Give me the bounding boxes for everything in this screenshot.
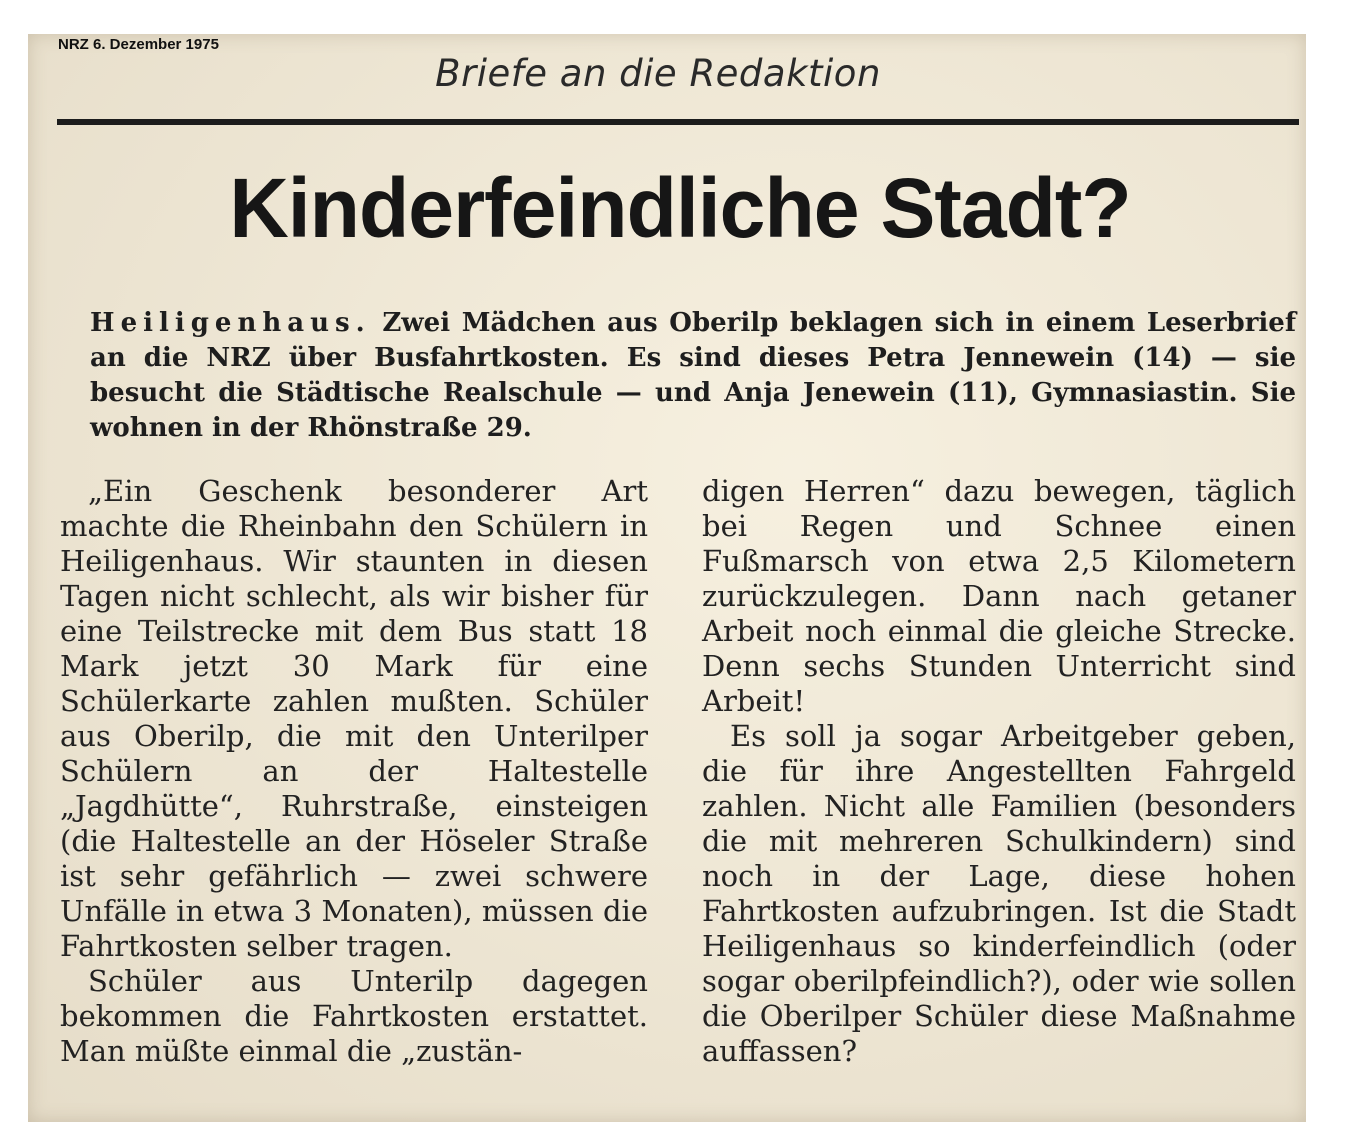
- article-column-left: [60, 474, 648, 1069]
- header-rule: [57, 119, 1299, 125]
- article-column-right: [702, 474, 1296, 1069]
- body-paragraph: Schüler aus Unterilp dagegen bekommen die Fahrtkosten erstattet. Man müßte einmal die „zustän-: [60, 964, 648, 1068]
- lead-place: Heiligenhaus.: [90, 308, 371, 338]
- body-paragraph: Es soll ja sogar Arbeitgeber geben, die für ihre Angestellten Fahrgeld zahlen. Nicht alle Familien (besonders die mit mehreren Schulkindern) sind noch in der Lage, diese hohen Fahrtkosten aufzubringen. Ist die Stadt Heiligenhaus so kinderfeindlich (oder sogar oberilpfeindlich?), oder wie sollen die Oberilper Schüler diese Maßnahme auffassen?: [702, 719, 1296, 1068]
- section-title: Briefe an die Redaktion: [435, 52, 881, 95]
- body-paragraph: „Ein Geschenk besonderer Art machte die Rheinbahn den Schülern in Heiligenhaus. Wir staunten in diesen Tagen nicht schlecht, als wir bisher für eine Teilstrecke mit dem Bus statt 18 Mark jetzt 30 Mark für eine Schülerkarte zahlen mußten. Schüler aus Oberilp, die mit den Unterilper Schülern an der Haltestelle „Jagdhütte“, Ruhrstraße, einsteigen (die Haltestelle an der Höseler Straße ist sehr gefährlich — zwei schwere Unfälle in etwa 3 Monaten), müssen die Fahrtkosten selber tragen.: [60, 474, 648, 963]
- lead-text: Zwei Mädchen aus Oberilp beklagen sich in einem Leserbrief an die NRZ über Busfahrtkosten. Es sind dieses Petra Jennewein (14) — sie besucht die Städtische Realschule — und Anja Jenewein (11), Gymnasiastin. Sie wohnen in der Rhönstraße 29.: [90, 308, 1296, 443]
- body-paragraph: digen Herren“ dazu bewegen, täglich bei Regen und Schnee einen Fußmarsch von etwa 2,5 Kilometern zurückzulegen. Dann nach getaner Arbeit noch einmal die gleiche Strecke. Denn sechs Stunden Unterricht sind Arbeit!: [702, 474, 1296, 718]
- lead-paragraph: [90, 306, 1296, 446]
- headline: Kinderfeindliche Stadt?: [229, 161, 1131, 255]
- source-note: NRZ 6. Dezember 1975: [58, 36, 219, 53]
